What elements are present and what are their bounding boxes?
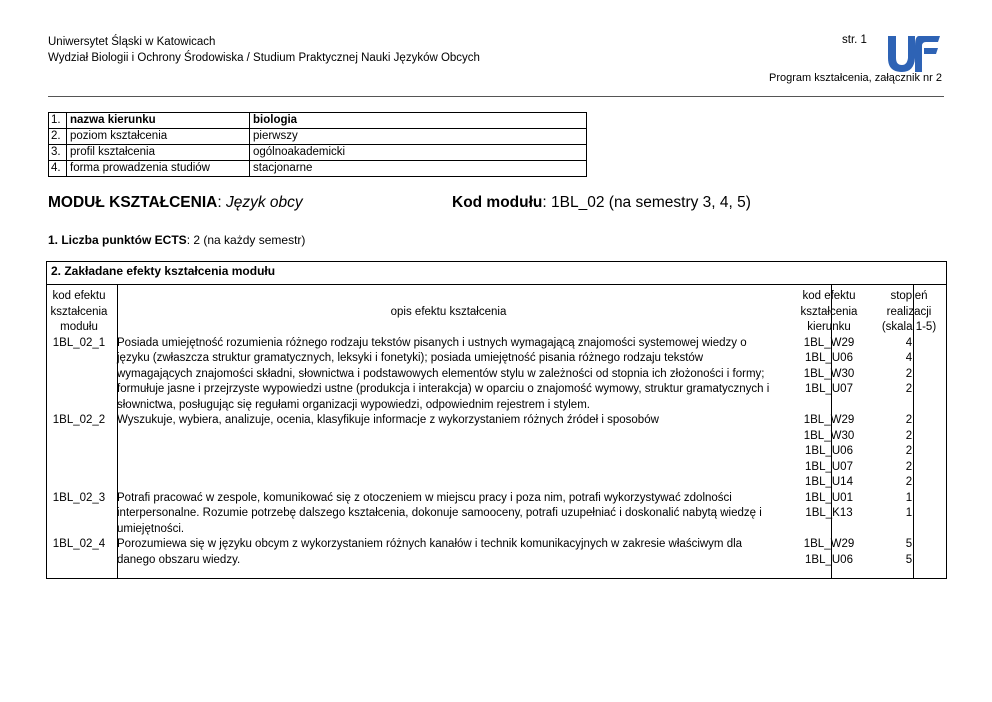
effect-code: 1BL_02_2 [52, 414, 106, 426]
program-annex: Program kształcenia, załącznik nr 2 [768, 72, 942, 84]
degree: 5 [905, 553, 913, 566]
module-name: Język obcy [225, 194, 303, 211]
direction-code: 1BL_U06 [805, 445, 853, 457]
effect-code: 1BL_02_3 [52, 491, 106, 504]
degree: 2 [905, 476, 913, 488]
degree: 2 [905, 445, 913, 457]
col-header-direction-code: kod efektu kształcenia kierunku [800, 290, 858, 333]
row-number: 3. [49, 145, 67, 161]
row-value: biologia [250, 113, 587, 129]
header-divider [48, 96, 944, 97]
table-row [47, 537, 943, 568]
ects-label: 1. Liczba punktów ECTS [48, 233, 187, 247]
table-row [47, 413, 943, 491]
direction-code: 1BL_W30 [803, 367, 855, 380]
direction-code: 1BL_W29 [803, 538, 855, 550]
table-row [47, 336, 943, 414]
col-header-degree: stopień realizacji (skala 1-5) [881, 290, 937, 333]
module-label: MODUŁ KSZTAŁCENIA [48, 194, 218, 211]
us-logo-icon [884, 30, 942, 76]
module-title: MODUŁ KSZTAŁCENIA: Język obcy [48, 194, 303, 211]
col-header-description: opis efektu kształcenia [390, 305, 507, 318]
degree: 1 [905, 491, 913, 504]
degrees [875, 537, 943, 568]
degree: 2 [905, 367, 913, 380]
degrees [875, 491, 943, 538]
page-number: str. 1 [842, 34, 867, 46]
effects-section [46, 261, 947, 579]
university-name: Uniwersytet Śląski w Katowicach [48, 36, 216, 48]
table-row [49, 145, 587, 161]
row-label: forma prowadzenia studiów [67, 161, 250, 177]
degree: 2 [905, 414, 913, 426]
module-code-label: Kod modułu [452, 194, 543, 211]
table-row [49, 161, 587, 177]
info-table [48, 112, 587, 177]
effects-heading-divider [47, 284, 946, 285]
document-header [48, 34, 480, 66]
degree: 1 [905, 507, 913, 519]
ects-value: 2 (na każdy semestr) [193, 233, 306, 247]
direction-code: 1BL_U14 [805, 476, 853, 488]
row-number: 1. [49, 113, 67, 129]
degree: 4 [905, 352, 913, 364]
degree: 2 [905, 429, 913, 442]
direction-code: 1BL_K13 [805, 507, 853, 519]
direction-codes [783, 537, 875, 568]
faculty-name: Wydział Biologii i Ochrony Środowiska / Studium Praktycznej Nauki Języków Obcych [48, 52, 480, 64]
direction-code: 1BL_U01 [805, 491, 853, 504]
row-value: stacjonarne [250, 161, 587, 177]
direction-codes [783, 413, 875, 491]
table-row [49, 129, 587, 145]
direction-code: 1BL_U06 [805, 553, 853, 566]
table-row [49, 113, 587, 129]
row-number: 2. [49, 129, 67, 145]
degrees [875, 413, 943, 491]
module-code-value: 1BL_02 (na semestry 3, 4, 5) [551, 194, 751, 211]
effect-code: 1BL_02_1 [52, 336, 106, 349]
table-header-row [47, 289, 943, 336]
direction-codes [783, 491, 875, 538]
row-value: pierwszy [250, 129, 587, 145]
row-value: ogólnoakademicki [250, 145, 587, 161]
row-label: poziom kształcenia [67, 129, 250, 145]
col-header-module-code: kod efektu kształcenia modułu [50, 290, 108, 333]
row-label: profil kształcenia [67, 145, 250, 161]
direction-code: 1BL_U07 [805, 460, 853, 473]
direction-code: 1BL_W29 [803, 414, 855, 426]
table-row [47, 491, 943, 538]
direction-code: 1BL_U07 [805, 383, 853, 395]
effects-heading: 2. Zakładane efekty kształcenia modułu [51, 264, 276, 278]
direction-code: 1BL_U06 [805, 352, 853, 364]
degree: 2 [905, 460, 913, 473]
direction-code: 1BL_W29 [803, 336, 855, 349]
effect-description: Porozumiewa się w języku obcym z wykorzystaniem różnych kanałów i technik komunikacyjnych w zakresie właściwym dla danego obszaru wiedzy. [117, 538, 743, 566]
row-label: nazwa kierunku [67, 113, 250, 129]
effect-description: Posiada umiejętność rozumienia różnego rodzaju tekstów pisanych i ustnych wymagającą znajomości systemowej wiedzy o języku (zwłaszcza struktur gramatycznych, leksyki i fonetyki); posiada umiejętność pisania różnego rodzaju tekstów wymagających znajomości składni, słownictwa i podstawowych elementów stylu w zależności od stopnia ich złożoności i formy; formułuje jasne i przejrzyste wypowiedzi ustne (produkcja i interakcja) w oparciu o znajomość wymowy, struktur gramatycznych i słownictwa, posługując się regułami organizacji wypowiedzi, odpowiednim rejestrem i stylem. [117, 336, 770, 411]
effect-description: Potrafi pracować w zespole, komunikować się z otoczeniem w miejscu pracy i poza nim, potrafi wykorzystywać zdolności interpersonalne. Rozumie potrzebę dalszego kształcenia, dokonuje samooceny, potrafi uzupełniać i doskonalić nabytą wiedzę i umiejętności. [117, 491, 762, 535]
row-number: 4. [49, 161, 67, 177]
effect-code: 1BL_02_4 [52, 538, 106, 550]
degree: 5 [905, 538, 913, 550]
module-code: Kod modułu: 1BL_02 (na semestry 3, 4, 5) [452, 194, 751, 211]
effect-description: Wyszukuje, wybiera, analizuje, ocenia, klasyfikuje informacje z wykorzystaniem różnych źródeł i sposobów [117, 414, 659, 426]
degree: 4 [905, 336, 913, 349]
effects-table [47, 289, 943, 568]
degree: 2 [905, 383, 913, 395]
direction-code: 1BL_W30 [803, 429, 855, 442]
ects-line: 1. Liczba punktów ECTS: 2 (na każdy semestr) [48, 233, 306, 247]
degrees [875, 336, 943, 414]
direction-codes [783, 336, 875, 414]
